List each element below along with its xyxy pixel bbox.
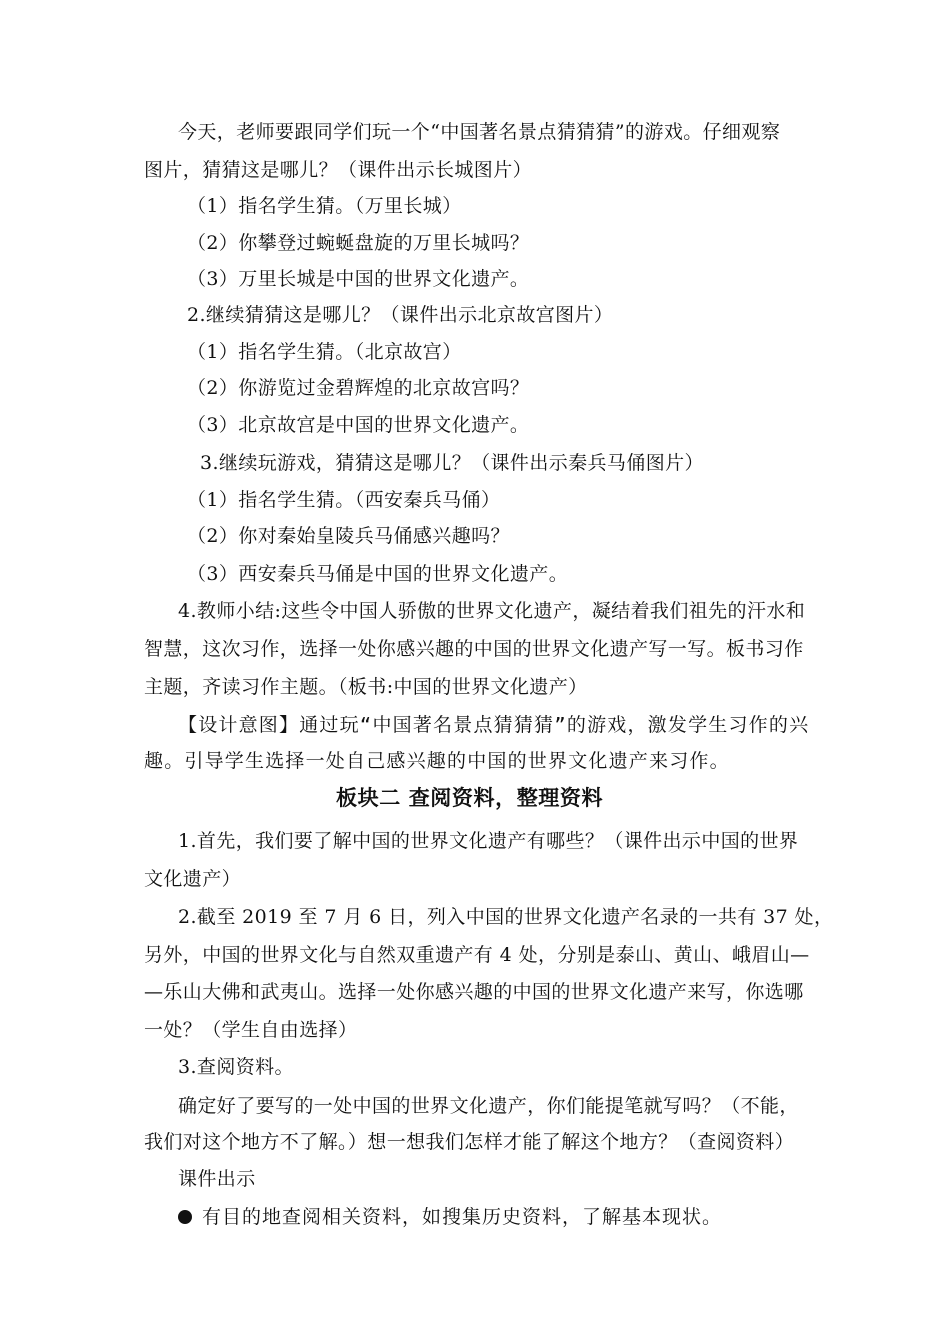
teacher-summary-line-1: 4.教师小结:这些令中国人骄傲的世界文化遗产，凝结着我们祖先的汗水和 [178, 600, 806, 622]
step-3-heading: 3.查阅资料。 [178, 1056, 294, 1078]
bullet-item-text: 有目的地查阅相关资料，如搜集历史资料，了解基本现状。 [202, 1206, 723, 1228]
step-1-line-1: 1.首先，我们要了解中国的世界文化遗产有哪些？（课件出示中国的世界 [178, 830, 799, 852]
terracotta-question-2: （2）你对秦始皇陵兵马俑感兴趣吗？ [187, 525, 510, 547]
forbidden-city-question-1: （1）指名学生猜。（北京故宫） [187, 341, 462, 363]
step-1-line-2: 文化遗产） [144, 868, 242, 890]
great-wall-question-2: （2）你攀登过蜿蜒盘旋的万里长城吗？ [187, 232, 530, 254]
terracotta-question-1: （1）指名学生猜。（西安秦兵马俑） [187, 489, 501, 511]
forbidden-city-question-3: （3）北京故宫是中国的世界文化遗产。 [187, 414, 530, 436]
step-3-terracotta: 3.继续玩游戏，猜猜这是哪儿？（课件出示秦兵马俑图片） [200, 452, 704, 474]
step-2-line-1: 2.截至 2019 至 7 月 6 日，列入中国的世界文化遗产名录的一共有 37 处， [178, 906, 834, 928]
forbidden-city-question-2: （2）你游览过金碧辉煌的北京故宫吗？ [187, 377, 530, 399]
courseware-label: 课件出示 [178, 1168, 256, 1190]
great-wall-question-3: （3）万里长城是中国的世界文化遗产。 [187, 268, 530, 290]
step-2-line-4: 一处？（学生自由选择） [144, 1019, 358, 1041]
step-2-line-3: —乐山大佛和武夷山。选择一处你感兴趣的中国的世界文化遗产来写，你选哪 [144, 981, 804, 1003]
design-intent-line-1: 【设计意图】通过玩“中国著名景点猜猜猜”的游戏，激发学生习作的兴 [178, 714, 810, 736]
great-wall-question-1: （1）指名学生猜。（万里长城） [187, 195, 462, 217]
bullet-dot-icon [178, 1210, 192, 1224]
step-2-forbidden-city: 2.继续猜猜这是哪儿？（课件出示北京故宫图片） [187, 304, 614, 326]
bullet-list-item [178, 1205, 722, 1229]
terracotta-question-3: （3）西安秦兵马俑是中国的世界文化遗产。 [187, 563, 569, 585]
intro-paragraph-line-2: 图片，猜猜这是哪儿？（课件出示长城图片） [144, 159, 533, 181]
step-3-paragraph-line-2: 我们对这个地方不了解。）想一想我们怎样才能了解这个地方？（查阅资料） [144, 1131, 795, 1153]
teacher-summary-line-3: 主题，齐读习作主题。（板书:中国的世界文化遗产） [144, 676, 588, 698]
intro-paragraph-line-1: 今天，老师要跟同学们玩一个“中国著名景点猜猜猜”的游戏。仔细观察 [178, 121, 781, 143]
step-3-paragraph-line-1: 确定好了要写的一处中国的世界文化遗产，你们能提笔就写吗？（不能， [178, 1095, 799, 1117]
design-intent-line-2: 趣。引导学生选择一处自己感兴趣的中国的世界文化遗产来习作。 [144, 750, 730, 772]
step-2-line-2: 另外，中国的世界文化与自然双重遗产有 4 处，分别是泰山、黄山、峨眉山— [144, 944, 810, 966]
teacher-summary-line-2: 智慧，这次习作，选择一处你感兴趣的中国的世界文化遗产写一写。板书习作 [144, 638, 804, 660]
section-heading: 板块二 查阅资料，整理资料 [336, 786, 604, 810]
